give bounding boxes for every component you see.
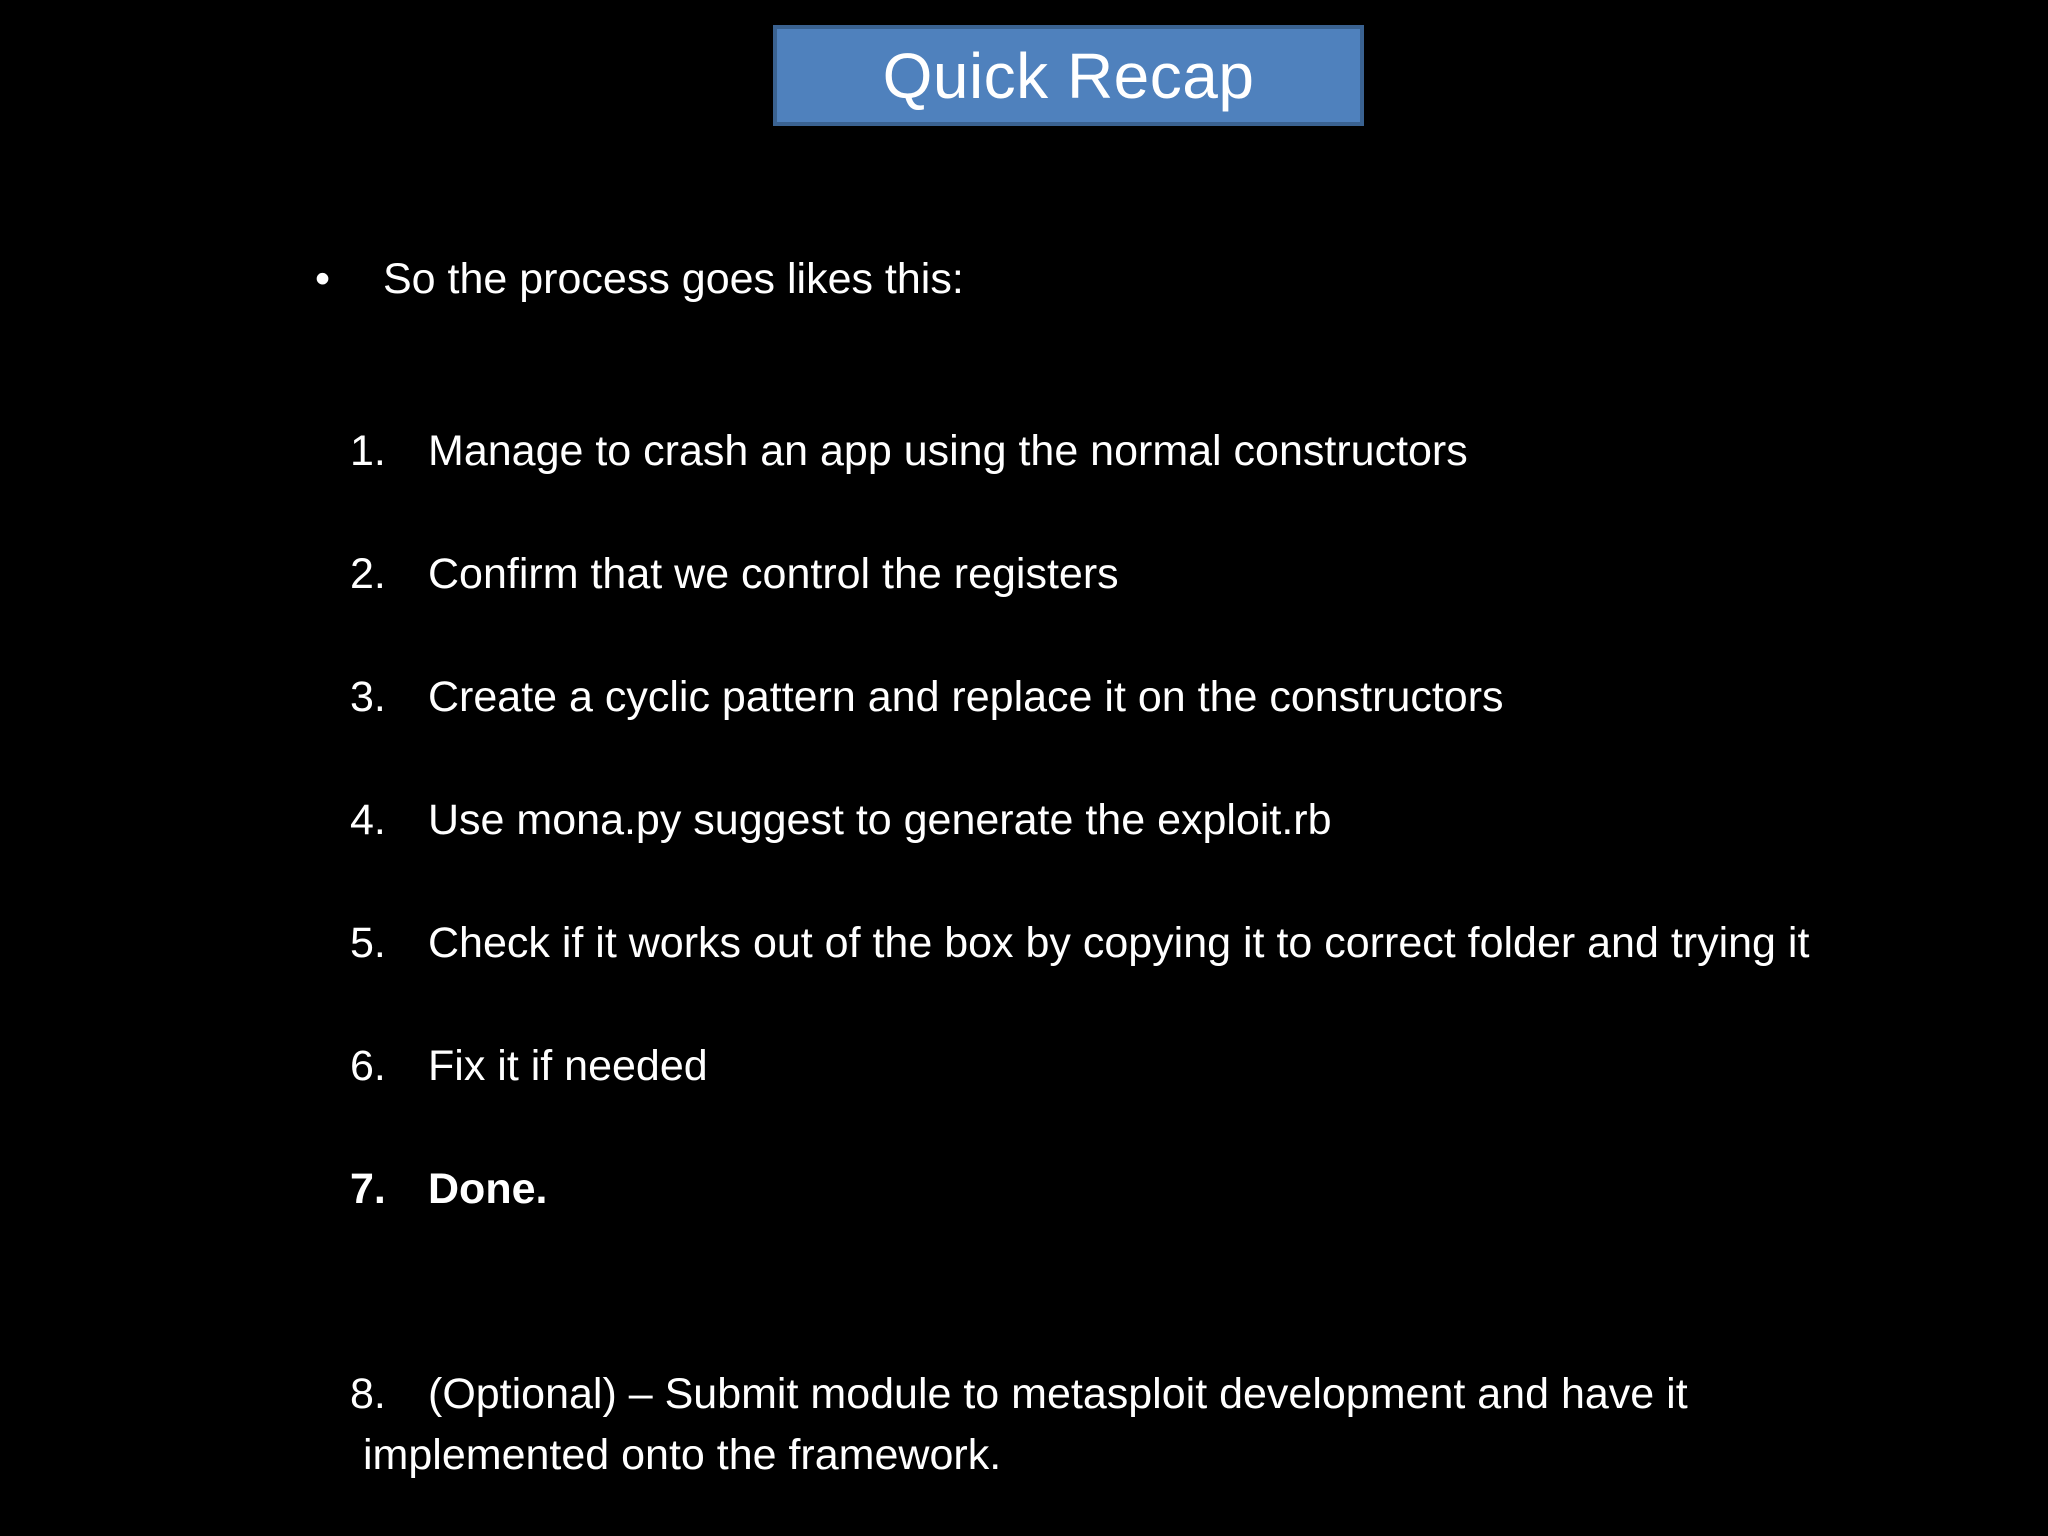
step-text: Done. — [428, 1165, 548, 1213]
step-number: 3. — [350, 673, 386, 721]
step-number: 8. — [350, 1370, 386, 1418]
step-number: 4. — [350, 796, 386, 844]
step-text: Check if it works out of the box by copying it to correct folder and trying it — [428, 919, 1810, 967]
step-text: Confirm that we control the registers — [428, 550, 1119, 598]
step-number: 6. — [350, 1042, 386, 1090]
step-item-1 — [350, 425, 1468, 477]
step-item-8-optional — [350, 1364, 1688, 1486]
step-item-4 — [350, 794, 1332, 846]
intro-bullet — [315, 253, 964, 305]
step-text: Manage to crash an app using the normal constructors — [428, 427, 1468, 475]
slide-title: Quick Recap — [882, 39, 1255, 112]
step-number: 1. — [350, 427, 386, 475]
step-text-line2: implemented onto the framework. — [363, 1431, 1002, 1479]
step-number: 7. — [350, 1165, 386, 1213]
step-text: Fix it if needed — [428, 1042, 708, 1090]
slide-title-box — [773, 25, 1364, 126]
step-item-3 — [350, 671, 1504, 723]
step-item-7 — [350, 1163, 547, 1215]
step-number: 2. — [350, 550, 386, 598]
step-item-5 — [350, 917, 1809, 969]
intro-text: So the process goes likes this: — [383, 255, 964, 303]
step-text: Use mona.py suggest to generate the exploit.rb — [428, 796, 1332, 844]
step-text: Create a cyclic pattern and replace it on the constructors — [428, 673, 1504, 721]
bullet-dot: • — [315, 255, 331, 303]
step-item-6 — [350, 1040, 708, 1092]
step-item-2 — [350, 548, 1119, 600]
step-number: 5. — [350, 919, 386, 967]
step-text-line1: (Optional) – Submit module to metasploit development and have it — [428, 1370, 1688, 1418]
